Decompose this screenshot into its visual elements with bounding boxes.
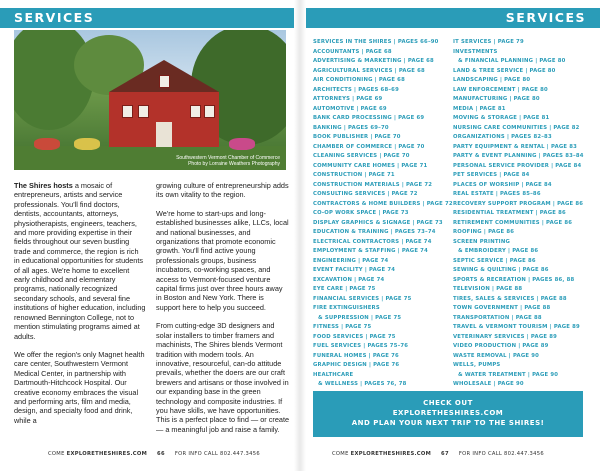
directory-entry[interactable]: & EMBROIDERY | PAGE 86: [458, 248, 539, 254]
left-footer: COME EXPLORETHESHIRES.COM 66 FOR INFO CALL 802.447.3456: [48, 451, 260, 457]
directory-entry[interactable]: ADVERTISING & MARKETING | PAGE 68: [313, 58, 434, 64]
directory-entry[interactable]: EVENT FACILITY | PAGE 74: [313, 267, 396, 273]
directory-entry[interactable]: LAND & TREE SERVICE | PAGE 80: [453, 67, 556, 74]
directory-entry[interactable]: AUTOMOTIVE | PAGE 69: [313, 105, 387, 112]
directory-entry[interactable]: CHAMBER OF COMMERCE | PAGE 70: [313, 143, 425, 150]
directory-entry[interactable]: ACCOUNTANTS | PAGE 68: [313, 48, 392, 55]
cta-line: EXPLORETHESHIRES.COM: [392, 409, 504, 417]
cta-line: AND PLAN YOUR NEXT TRIP TO THE SHIRES!: [351, 419, 545, 427]
directory-entry[interactable]: LANDSCAPING | PAGE 80: [453, 77, 531, 83]
directory-entry[interactable]: MEDIA | PAGE 81: [453, 105, 506, 112]
directory-entry[interactable]: EMPLOYMENT & STAFFING | PAGE 74: [313, 248, 428, 254]
directory-entry[interactable]: BANK CARD PROCESSING | PAGE 69: [313, 115, 425, 121]
cta-line: CHECK OUT: [423, 399, 473, 407]
directory-entry[interactable]: FUEL SERVICES | PAGES 75–76: [313, 343, 409, 349]
directory-entry[interactable]: IT SERVICES | PAGE 79: [453, 39, 524, 45]
directory-entry[interactable]: FOOD SERVICES | PAGE 75: [313, 333, 396, 340]
directory-entry[interactable]: TRAVEL & VERMONT TOURISM | PAGE 89: [453, 324, 580, 330]
directory-entry[interactable]: VETERINARY SERVICES | PAGE 89: [453, 333, 558, 340]
directory-entry[interactable]: REAL ESTATE | PAGES 85–86: [453, 191, 541, 197]
directory-entry[interactable]: PLACES OF WORSHIP | PAGE 84: [453, 181, 552, 188]
directory-entry[interactable]: AGRICULTURAL SERVICES | PAGE 68: [313, 67, 425, 74]
directory-entry[interactable]: ATTORNEYS | PAGE 69: [313, 96, 383, 102]
directory-entry[interactable]: WHOLESALE | PAGE 90: [453, 381, 524, 387]
page-number: 67: [441, 451, 449, 457]
directory-entry[interactable]: GRAPHIC DESIGN | PAGE 76: [313, 362, 400, 368]
directory-entry[interactable]: MOVING & STORAGE | PAGE 81: [453, 115, 550, 121]
directory-entry[interactable]: LAW ENFORCEMENT | PAGE 80: [453, 86, 548, 93]
directory-entry[interactable]: & WATER TREATMENT | PAGE 90: [458, 371, 559, 378]
directory-entry[interactable]: FITNESS | PAGE 75: [313, 324, 372, 330]
left-section-header: SERVICES: [0, 8, 294, 28]
directory-entry[interactable]: DISPLAY GRAPHICS & SIGNAGE | PAGE 73: [313, 219, 443, 226]
directory-entry[interactable]: BANKING | PAGES 69–70: [313, 124, 389, 131]
directory-entry[interactable]: PARTY EQUIPMENT & RENTAL | PAGE 83: [453, 143, 578, 150]
directory-entry[interactable]: RECOVERY SUPPORT PROGRAM | PAGE 86: [453, 200, 584, 207]
directory-entry[interactable]: AIR CONDITIONING | PAGE 68: [313, 77, 405, 83]
directory-entry[interactable]: ENGINEERING | PAGE 74: [313, 257, 389, 264]
directory-entry[interactable]: TOWN GOVERNMENT | PAGE 88: [453, 305, 551, 311]
directory-entry[interactable]: FUNERAL HOMES | PAGE 76: [313, 352, 399, 359]
page-number: 66: [157, 451, 165, 457]
directory-entry[interactable]: PET SERVICES | PAGE 84: [453, 172, 530, 178]
page-gutter: [294, 0, 306, 471]
directory-entry[interactable]: ARCHITECTS | PAGES 68–69: [313, 86, 399, 93]
intro-text-column-2: growing culture of entrepreneurship adds its own vitality to the region. We're home to start-ups and long-established businesses alike, LLCs, local and national businesses, and organizations that promote economic growth. You'll find active young professionals groups, business incubators, co-working spaces, and access to Vermont-focused venture capital firms just over three hours away in Boston and New York. There is support here to help you succeed. From cutting-edge 3D designers and solar installers to timber framers and machinists, The Shires blends Vermont tradition with modern tools. An innovative, resourceful, can-do attitude prevails, whether the doers are our craft brewers and artisans or those involved in our expanding base in the green technology and composite industries. If you have skills, we have opportunities. This is a perfect place to find — or create — a meaningful job and raise a family.: [156, 181, 290, 434]
footer-website-link[interactable]: EXPLORETHESHIRES.COM: [350, 451, 432, 457]
directory-entry[interactable]: TELEVISION | PAGE 88: [453, 286, 523, 292]
right-section-header: SERVICES: [306, 8, 600, 28]
directory-entry[interactable]: EXCAVATION | PAGE 74: [313, 276, 385, 283]
directory-entry[interactable]: BOOK PUBLISHER | PAGE 70: [313, 134, 401, 140]
service-directory-column-2: [453, 38, 584, 399]
service-directory-column-1: [313, 38, 453, 399]
directory-entry[interactable]: FIRE EXTINGUISHERS: [313, 305, 380, 311]
directory-entry[interactable]: CONSULTING SERVICES | PAGE 72: [313, 191, 418, 197]
directory-entry[interactable]: & FINANCIAL PLANNING | PAGE 80: [458, 58, 566, 64]
directory-entry[interactable]: CONSTRUCTION | PAGE 71: [313, 172, 395, 178]
directory-entry[interactable]: CONTRACTORS & HOME BUILDERS | PAGE 72: [313, 200, 453, 207]
right-footer: COME EXPLORETHESHIRES.COM 67 FOR INFO CALL 802.447.3456: [332, 451, 544, 457]
directory-entry[interactable]: RESIDENTIAL TREATMENT | PAGE 86: [453, 210, 566, 216]
directory-entry[interactable]: SERVICES IN THE SHIRES | PAGES 66–90: [313, 39, 439, 45]
directory-entry[interactable]: ORGANIZATIONS | PAGES 82–83: [453, 134, 552, 140]
directory-entry[interactable]: ROOFING | PAGE 86: [453, 229, 515, 235]
directory-entry[interactable]: CO-OP WORK SPACE | PAGE 73: [313, 210, 409, 216]
directory-entry[interactable]: PARTY & EVENT PLANNING | PAGES 83–84: [453, 153, 584, 159]
directory-entry[interactable]: ELECTRICAL CONTRACTORS | PAGE 74: [313, 238, 432, 245]
intro-text-column-1: The Shires hosts a mosaic of entrepreneurs, artists and service professionals. You'll find doctors, dentists, accountants, attorneys, physiotherapists, engineers, teachers, and more providing expertise in their fields throughout our seven bustling trade and commerce, the region is rich in educational opportunities for students of all ages. We're home to excellent early childhood and elementary programs, nationally recognized secondary schools, and several fine institutions of higher education, including renowned Bennington College, not to mention stimulating programs aimed at adults. We offer the region's only Magnet health care center, Southwestern Vermont Medical Center, in partnership with Dartmouth-Hitchcock Hospital. Our creative economy embraces the visual and performing arts, film and media, design, and specialty food and drink, while a: [14, 181, 146, 425]
barn-photo: [14, 30, 286, 170]
directory-entry[interactable]: HEALTHCARE: [313, 371, 354, 378]
directory-entry[interactable]: SEWING & QUILTING | PAGE 86: [453, 267, 549, 273]
directory-entry[interactable]: WELLS, PUMPS: [453, 362, 501, 368]
directory-entry[interactable]: TRANSPORTATION | PAGE 88: [453, 314, 542, 321]
directory-entry[interactable]: SCREEN PRINTING: [453, 238, 511, 245]
directory-entry[interactable]: SEPTIC SERVICE | PAGE 86: [453, 257, 536, 264]
footer-website-link[interactable]: EXPLORETHESHIRES.COM: [66, 451, 148, 457]
directory-entry[interactable]: COMMUNITY CARE HOMES | PAGE 71: [313, 162, 428, 169]
directory-entry[interactable]: & SUPPRESSION | PAGE 75: [318, 314, 402, 321]
directory-entry[interactable]: CLEANING SERVICES | PAGE 70: [313, 153, 410, 159]
directory-entry[interactable]: INVESTMENTS: [453, 48, 498, 55]
directory-entry[interactable]: TIRES, SALES & SERVICES | PAGE 88: [453, 295, 567, 302]
directory-entry[interactable]: FINANCIAL SERVICES | PAGE 75: [313, 295, 412, 302]
directory-entry[interactable]: & WELLNESS | PAGES 76, 78: [318, 381, 407, 387]
explore-cta-banner[interactable]: [313, 391, 583, 437]
directory-entry[interactable]: SPORTS & RECREATION | PAGES 86, 88: [453, 276, 575, 283]
directory-entry[interactable]: NURSING CARE COMMUNITIES | PAGE 82: [453, 124, 580, 131]
directory-entry[interactable]: EYE CARE | PAGE 75: [313, 286, 376, 292]
directory-entry[interactable]: WASTE REMOVAL | PAGE 90: [453, 352, 540, 359]
directory-entry[interactable]: CONSTRUCTION MATERIALS | PAGE 72: [313, 181, 433, 188]
photo-caption: Southwestern Vermont Chamber of Commerce Photo by Lorraine Weathers Photography: [176, 155, 280, 167]
directory-entry[interactable]: EDUCATION & TRAINING | PAGES 73–74: [313, 229, 436, 235]
directory-entry[interactable]: RETIREMENT COMMUNITIES | PAGE 86: [453, 219, 573, 226]
directory-entry[interactable]: MANUFACTURING | PAGE 80: [453, 96, 540, 102]
directory-entry[interactable]: VIDEO PRODUCTION | PAGE 89: [453, 343, 549, 349]
directory-entry[interactable]: PERSONAL SERVICE PROVIDER | PAGE 84: [453, 162, 582, 169]
